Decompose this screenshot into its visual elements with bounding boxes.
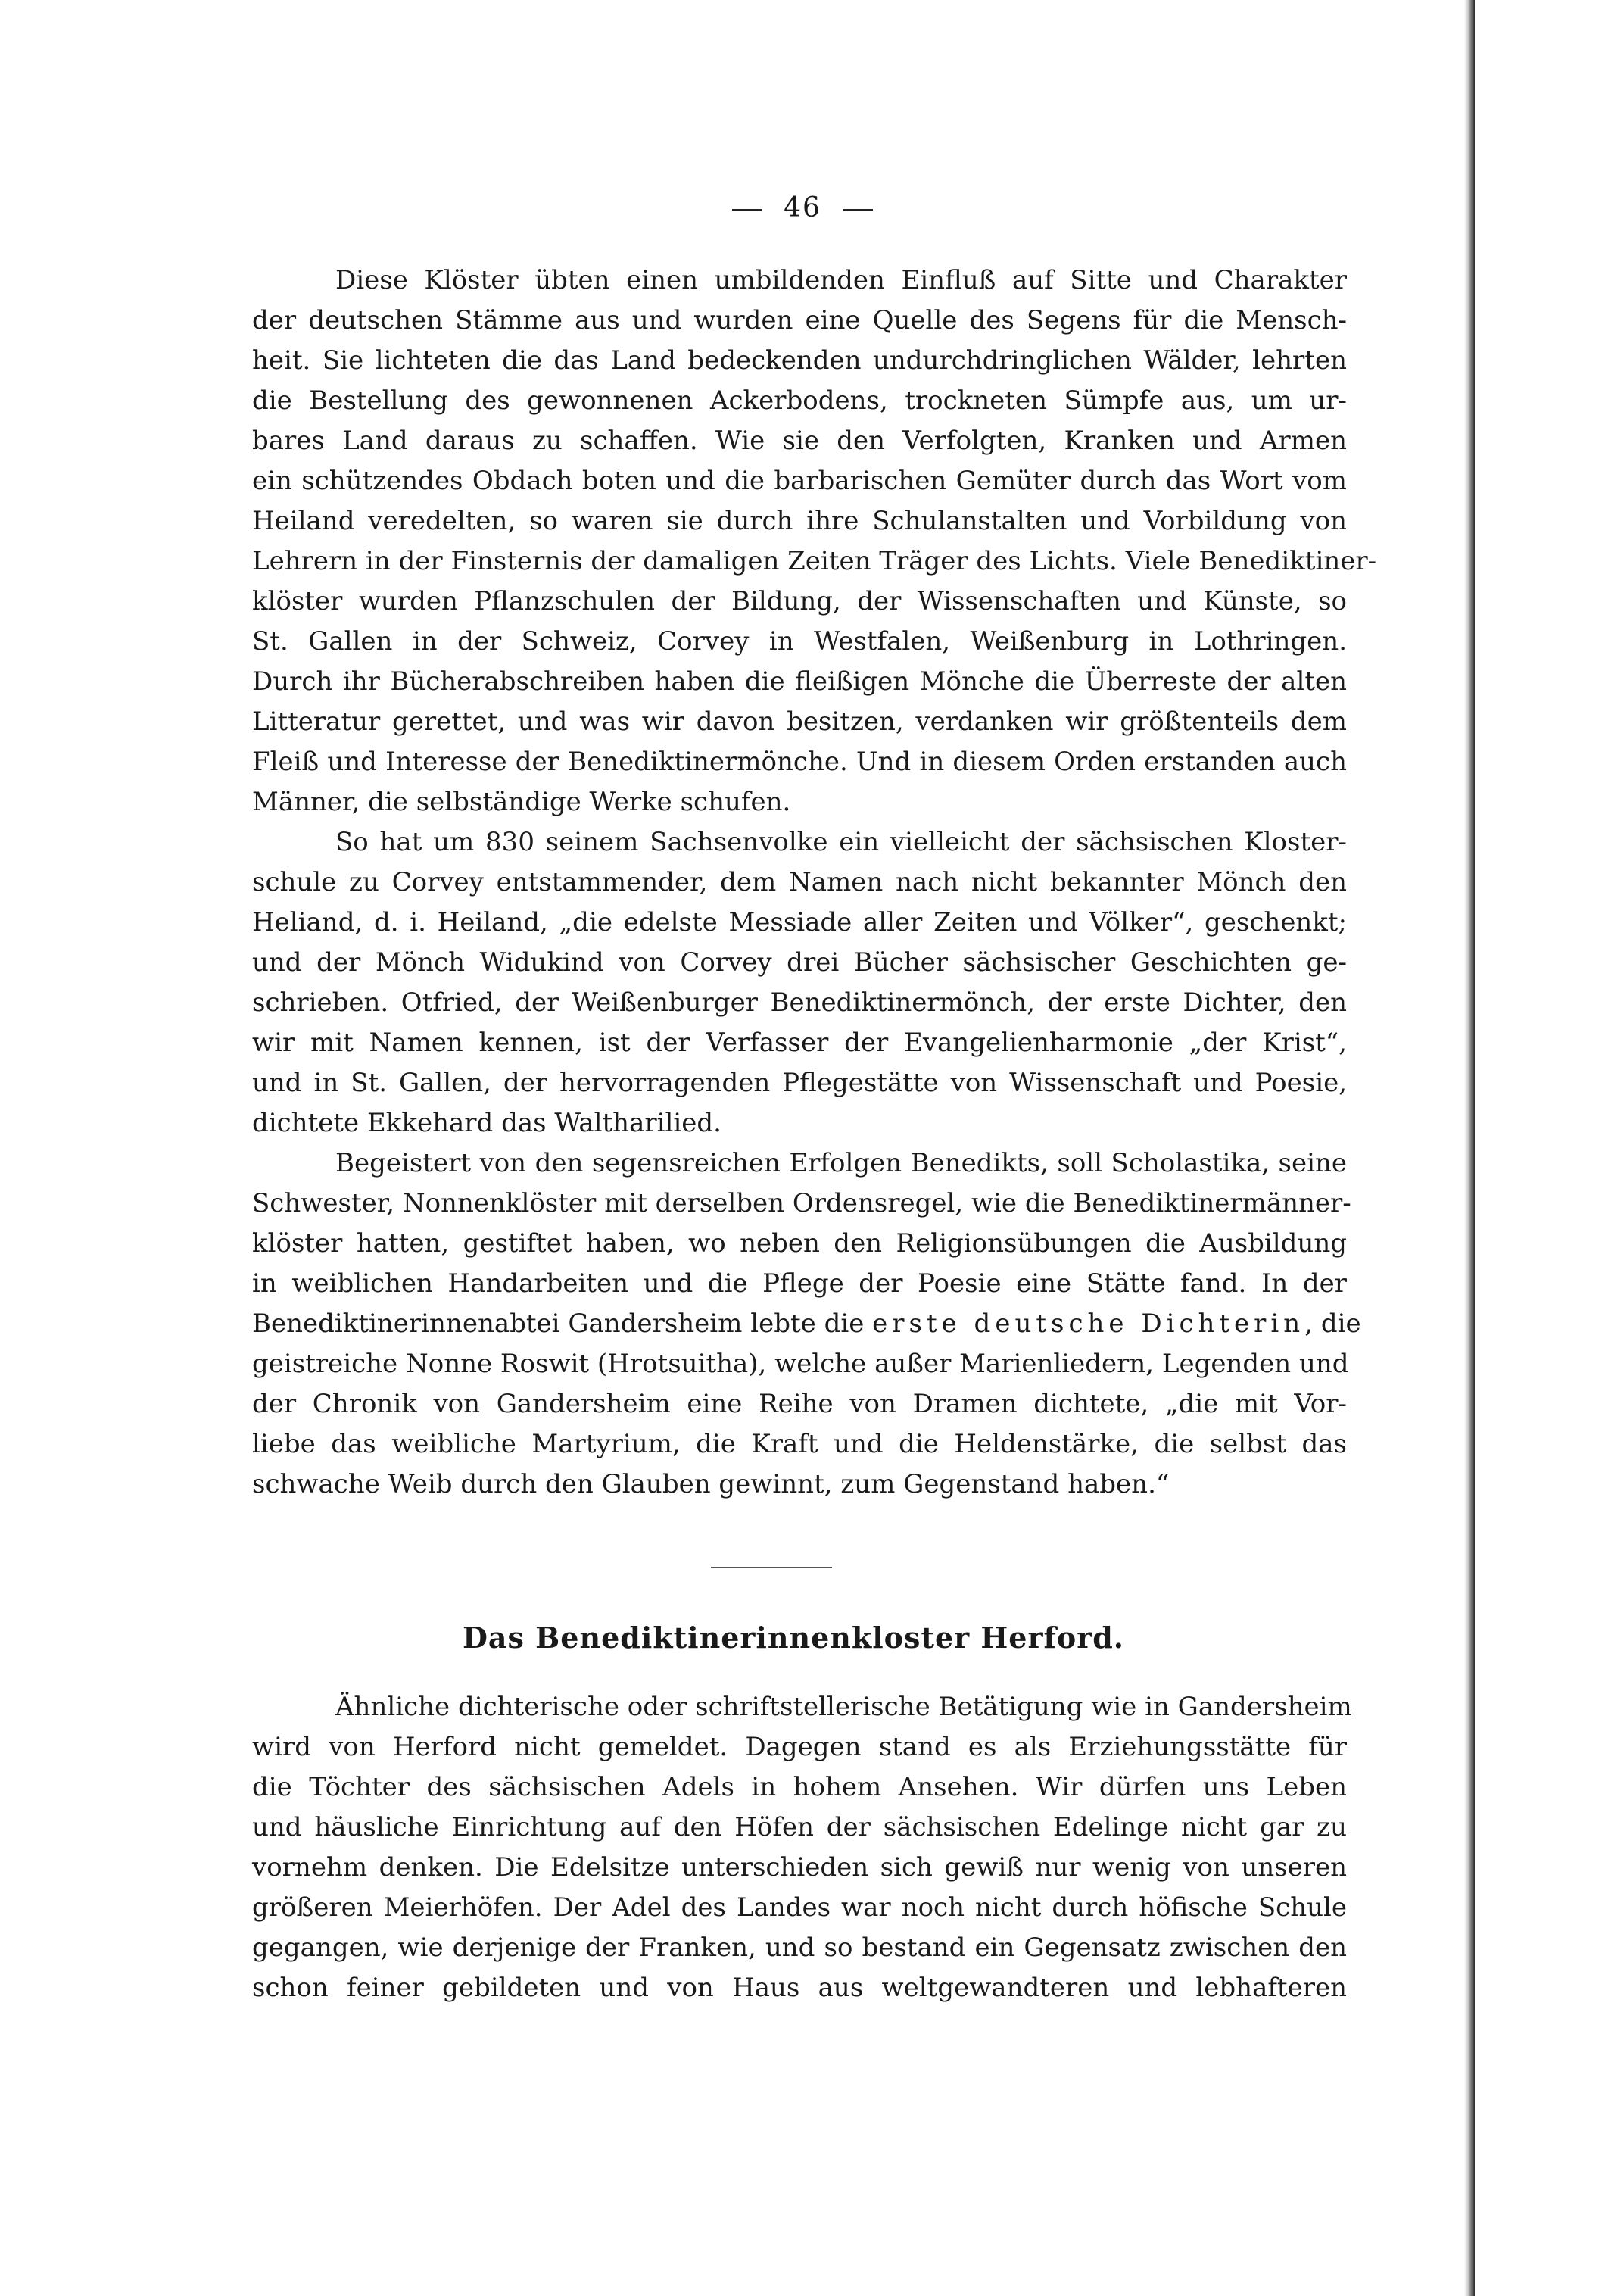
text-line: St. Gallen in der Schweiz, Corvey in Westfalen, Weißenburg in Lothringen. [252, 626, 1347, 657]
text-line: klöster hatten, gestiftet haben, wo neben den Religionsübungen die Ausbildung [252, 1228, 1347, 1259]
paragraph-heliand [252, 822, 1347, 1143]
text-line: schwache Weib durch den Glauben gewinnt, zum Gegenstand haben.“ [252, 1469, 1170, 1499]
text-line: der deutschen Stämme aus und wurden eine Quelle des Segens für die Mensch- [252, 305, 1347, 335]
text-line: gegangen, wie derjenige der Franken, und so bestand ein Gegensatz zwischen den [252, 1933, 1347, 1963]
text-line: der Chronik von Gandersheim eine Reihe von Dramen dichtete, „die mit Vor- [252, 1389, 1347, 1419]
text-line: Heiland veredelten, so waren sie durch ihre Schulanstalten und Vorbildung von [252, 506, 1347, 536]
text-line: größeren Meierhöfen. Der Adel des Landes war noch nicht durch höfische Schule [252, 1892, 1347, 1923]
text-line: Begeistert von den segensreichen Erfolgen Benedikts, soll Scholastika, seine [335, 1148, 1347, 1178]
text-line: in weiblichen Handarbeiten und die Pflege der Poesie eine Stätte fand. In der [252, 1268, 1347, 1299]
text-line: liebe das weibliche Martyrium, die Kraft und die Heldenstärke, die selbst das [252, 1429, 1347, 1459]
paragraph-herford [252, 1687, 1352, 2008]
paragraph-monasteries [252, 260, 1377, 822]
page-number-dash-left [732, 209, 762, 211]
page-edge-shadow [1464, 0, 1475, 2296]
paragraph-scholastika [252, 1143, 1361, 1505]
text-line: schule zu Corvey entstammender, dem Namen nach nicht bekannter Mönch den [252, 867, 1347, 897]
page-number-dash-right [843, 209, 873, 211]
emphasized-text: erste deutsche Dichterin [872, 1309, 1305, 1339]
text-line: die Töchter des sächsischen Adels in hohem Ansehen. Wir dürfen uns Leben [252, 1772, 1347, 1802]
text-line: wird von Herford nicht gemeldet. Dagegen stand es als Erziehungsstätte für [252, 1732, 1347, 1762]
text-fragment: , die [1304, 1309, 1361, 1339]
text-line: heit. Sie lichteten die das Land bedeckenden undurchdringlichen Wälder, lehrten [252, 345, 1347, 376]
text-line: Ähnliche dichterische oder schriftstellerische Betätigung wie in Gandersheim [335, 1692, 1352, 1722]
section-heading: Das Benediktinerinnenkloster Herford. [462, 1621, 1125, 1655]
text-line: wir mit Namen kennen, ist der Verfasser der Evangelienharmonie „der Krist“, [252, 1028, 1347, 1058]
text-line: bares Land daraus zu schaffen. Wie sie den Verfolgten, Kranken und Armen [252, 426, 1347, 456]
text-line: vornehm denken. Die Edelsitze unterschieden sich gewiß nur wenig von unseren [252, 1852, 1347, 1883]
text-line: schon feiner gebildeten und von Haus aus weltgewandteren und lebhafteren [252, 1973, 1347, 2003]
text-line: und in St. Gallen, der hervorragenden Pflegestätte von Wissenschaft und Poesie, [252, 1068, 1347, 1098]
text-line: und häusliche Einrichtung auf den Höfen der sächsischen Edelinge nicht gar zu [252, 1812, 1347, 1842]
text-line: schrieben. Otfried, der Weißenburger Benediktinermönch, der erste Dichter, den [252, 987, 1347, 1018]
section-separator [711, 1567, 832, 1568]
text-line: Männer, die selbständige Werke schufen. [252, 787, 791, 817]
text-line: und der Mönch Widukind von Corvey drei Bücher sächsischer Geschichten ge- [252, 947, 1347, 978]
page-number-value: 46 [784, 192, 821, 223]
text-line: Schwester, Nonnenklöster mit derselben Ordensregel, wie die Benediktinermänner- [252, 1188, 1351, 1218]
text-line: klöster wurden Pflanzschulen der Bildung, der Wissenschaften und Künste, so [252, 586, 1347, 616]
text-line: ein schützendes Obdach boten und die barbarischen Gemüter durch das Wort vom [252, 466, 1347, 496]
text-line: So hat um 830 seinem Sachsenvolke ein vielleicht der sächsischen Kloster- [335, 827, 1347, 857]
text-line-emphasis [252, 1304, 1361, 1344]
text-line: Durch ihr Bücherabschreiben haben die fleißigen Mönche die Überreste der alten [252, 666, 1347, 697]
text-line: Litteratur gerettet, und was wir davon besitzen, verdanken wir größtenteils dem [252, 707, 1347, 737]
text-line: geistreiche Nonne Roswit (Hrotsuitha), welche außer Marienliedern, Legenden und [252, 1349, 1349, 1379]
text-line: die Bestellung des gewonnenen Ackerbodens, trockneten Sümpfe aus, um ur- [252, 385, 1347, 416]
text-line: Fleiß und Interesse der Benediktinermönche. Und in diesem Orden erstanden auch [252, 747, 1347, 777]
text-fragment: Benediktinerinnenabtei Gandersheim lebte die [252, 1309, 873, 1339]
page-number [0, 192, 1605, 223]
text-line: Heliand, d. i. Heiland, „die edelste Messiade aller Zeiten und Völker“, geschenkt; [252, 907, 1347, 937]
text-line: dichtete Ekkehard das Waltharilied. [252, 1108, 721, 1138]
text-line: Diese Klöster übten einen umbildenden Einfluß auf Sitte und Charakter [335, 265, 1347, 295]
text-line: Lehrern in der Finsternis der damaligen Zeiten Träger des Lichts. Viele Benediktiner- [252, 546, 1377, 576]
